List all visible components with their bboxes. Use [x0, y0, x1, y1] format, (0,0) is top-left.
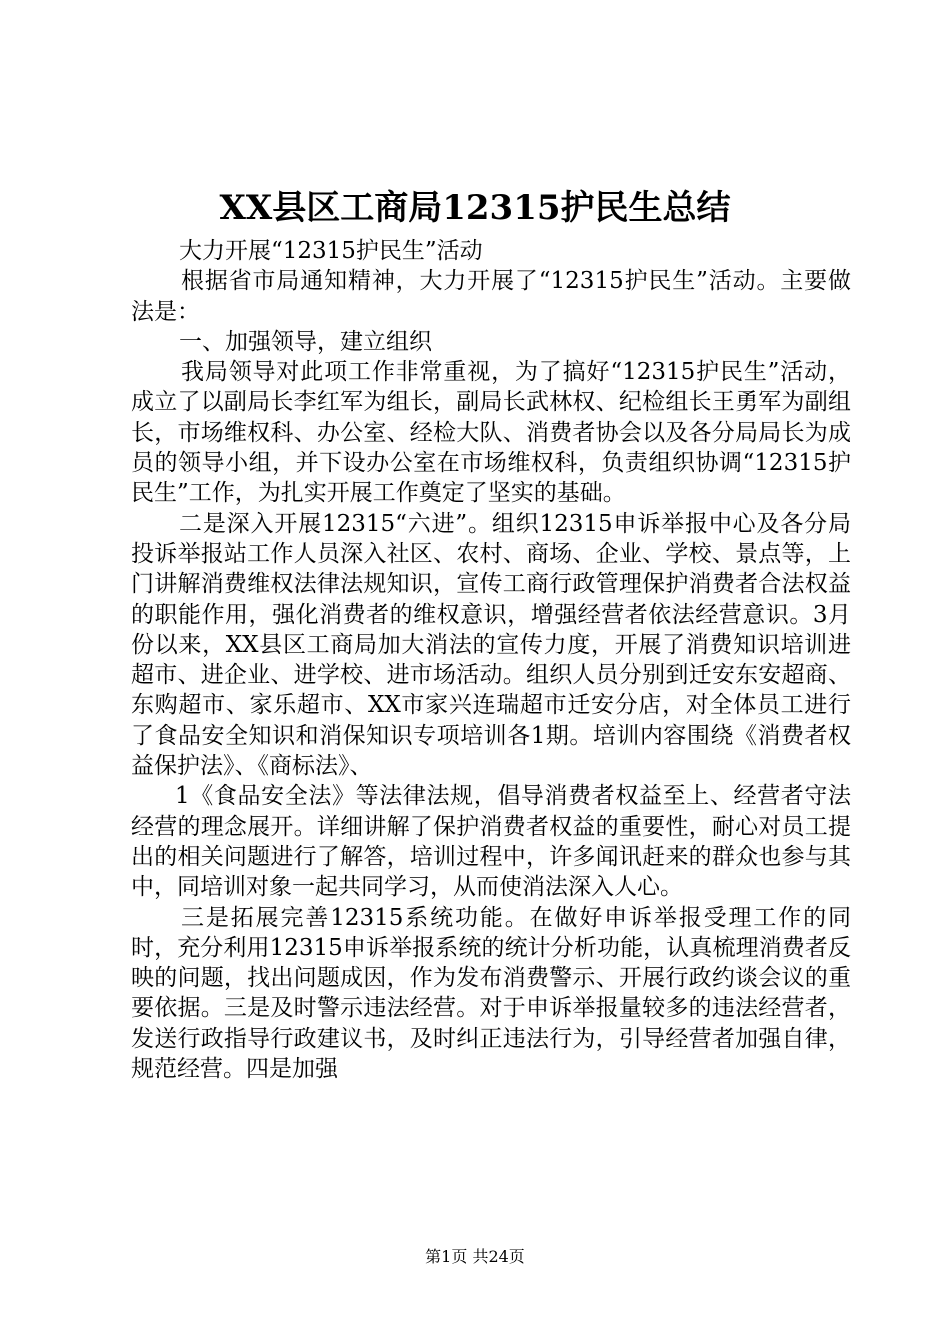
document-body: [131, 236, 851, 1084]
paragraph-heading-1: 一、加强领导，建立组织: [179, 328, 432, 355]
paragraph-subtitle: 大力开展“12315护民生”活动: [179, 238, 483, 264]
page-footer: 第1页 共24页: [425, 1247, 525, 1266]
paragraph-system-functions: 三是拓展完善12315系统功能。在做好申诉举报受理工作的同时，充分利用12315申诉举报系统的统计分析功能，认真梳理消费者反映的问题，找出问题成因，作为发布消费警示、开展行政约谈会议的重要依据。三是及时警示违法经营。对于申诉举报量较多的违法经营者，发送行政指导行政建议书，及时纠正违法行为，引导经营者加强自律，规范经营。四是加强: [131, 904, 851, 1083]
paragraph-food-safety: 1《食品安全法》等法律法规，倡导消费者权益至上、经营者守法经营的理念展开。详细讲解了保护消费者权益的重要性，耐心对员工提出的相关问题进行了解答，培训过程中，许多闻讯赶来的群众也参与其中，同培训对象一起共同学习，从而使消法深入人心。: [131, 783, 851, 901]
paragraph-intro: 根据省市局通知精神，大力开展了“12315护民生”活动。主要做法是：: [131, 268, 851, 325]
document-title: XX县区工商局12315护民生总结: [219, 188, 731, 228]
paragraph-six-entries: 二是深入开展12315“六进”。组织12315申诉举报中心及各分局投诉举报站工作人员深入社区、农村、商场、企业、学校、景点等，上门讲解消费维权法律法规知识，宣传工商行政管理保护消费者合法权益的职能作用，强化消费者的维权意识，增强经营者依法经营意识。3月份以来，XX县区工商局加大消法的宣传力度，开展了消费知识培训进超市、进企业、进学校、进市场活动。组织人员分别到迁安东安超商、东购超市、家乐超市、XX市家兴连瑞超市迁安分店，对全体员工进行了食品安全知识和消保知识专项培训各1期。培训内容围绕《消费者权益保护法》、《商标法》、: [131, 510, 851, 780]
paragraph-leadership: 我局领导对此项工作非常重视，为了搞好“12315护民生”活动，成立了以副局长李红军为组长，副局长武林权、纪检组长王勇军为副组长，市场维权科、办公室、经检大队、消费者协会以及各分局局长为成员的领导小组，并下设办公室在市场维权科，负责组织协调“12315护民生”工作，为扎实开展工作奠定了坚实的基础。: [131, 359, 851, 507]
